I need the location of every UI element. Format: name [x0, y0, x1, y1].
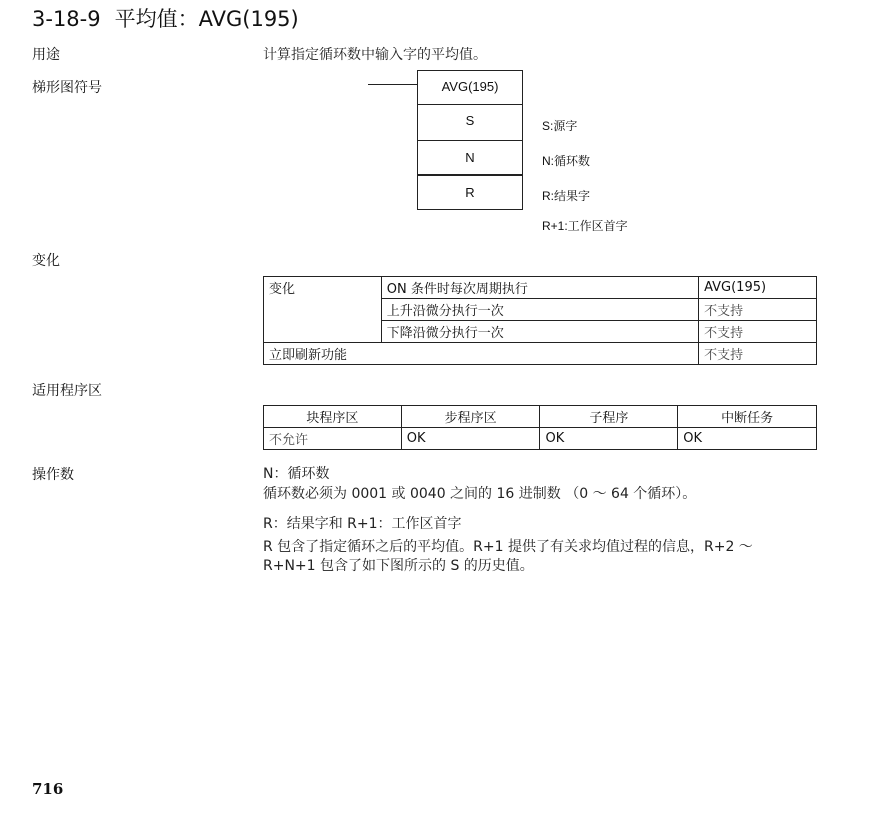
table-row: [264, 277, 817, 299]
column-header: 中断任务: [678, 406, 817, 428]
variation-header-cell: 变化: [264, 277, 382, 343]
page-number: 716: [32, 780, 64, 798]
operand-r-title: R：结果字和 R+1：工作区首字: [263, 516, 462, 532]
variation-condition: 上升沿微分执行一次: [381, 299, 698, 321]
operand-r-desc-line2: R+N+1 包含了如下图所示的 S 的历史值。: [263, 558, 534, 574]
table-cell: OK: [401, 428, 540, 450]
table-row: [264, 343, 817, 365]
section-number: 3-18-9: [32, 7, 101, 31]
refresh-value: 不支持: [699, 343, 817, 365]
ladder-note-s: S:源字: [542, 119, 578, 133]
variation-condition: ON 条件时每次周期执行: [381, 277, 698, 299]
section-title-text: 平均值：AVG(195): [114, 7, 299, 31]
ladder-note-n: N:循环数: [542, 154, 591, 168]
ladder-symbol-label: 梯形图符号: [32, 80, 102, 96]
table-header-row: [264, 406, 817, 428]
change-label: 变化: [32, 253, 60, 269]
refresh-label: 立即刷新功能: [264, 343, 699, 365]
variation-value: 不支持: [699, 299, 817, 321]
ladder-operand-s: S: [417, 104, 523, 141]
page-title: [32, 3, 299, 33]
table-cell: OK: [678, 428, 817, 450]
ladder-instruction: AVG(195): [441, 79, 499, 94]
usage-text: 计算指定循环数中输入字的平均值。: [263, 47, 487, 63]
ladder-operand-r: R: [417, 175, 523, 210]
program-area-label: 适用程序区: [32, 383, 102, 399]
variation-condition: 下降沿微分执行一次: [381, 321, 698, 343]
ladder-instruction-box: [417, 70, 523, 105]
program-area-table: [263, 405, 817, 450]
ladder-note-r: R:结果字: [542, 189, 591, 203]
column-header: 块程序区: [264, 406, 402, 428]
variation-value: 不支持: [699, 321, 817, 343]
usage-label: 用途: [32, 47, 60, 63]
ladder-operand-n: N: [417, 140, 523, 175]
variation-value: AVG(195): [699, 277, 817, 299]
operand-n-title: N：循环数: [263, 466, 330, 482]
column-header: 步程序区: [401, 406, 540, 428]
operands-label: 操作数: [32, 467, 74, 483]
operand-n-desc: 循环数必须为 0001 或 0040 之间的 16 进制数 （0 ～ 64 个循环）。: [263, 486, 697, 502]
table-cell: 不允许: [264, 428, 402, 450]
operand-r-desc-line1: R 包含了指定循环之后的平均值。R+1 提供了有关求均值过程的信息，R+2 ～: [263, 539, 753, 555]
table-row: [264, 428, 817, 450]
ladder-note-r1: R+1:工作区首字: [542, 219, 628, 233]
variation-table: [263, 276, 817, 365]
column-header: 子程序: [540, 406, 678, 428]
ladder-input-line: [368, 84, 418, 85]
table-cell: OK: [540, 428, 678, 450]
